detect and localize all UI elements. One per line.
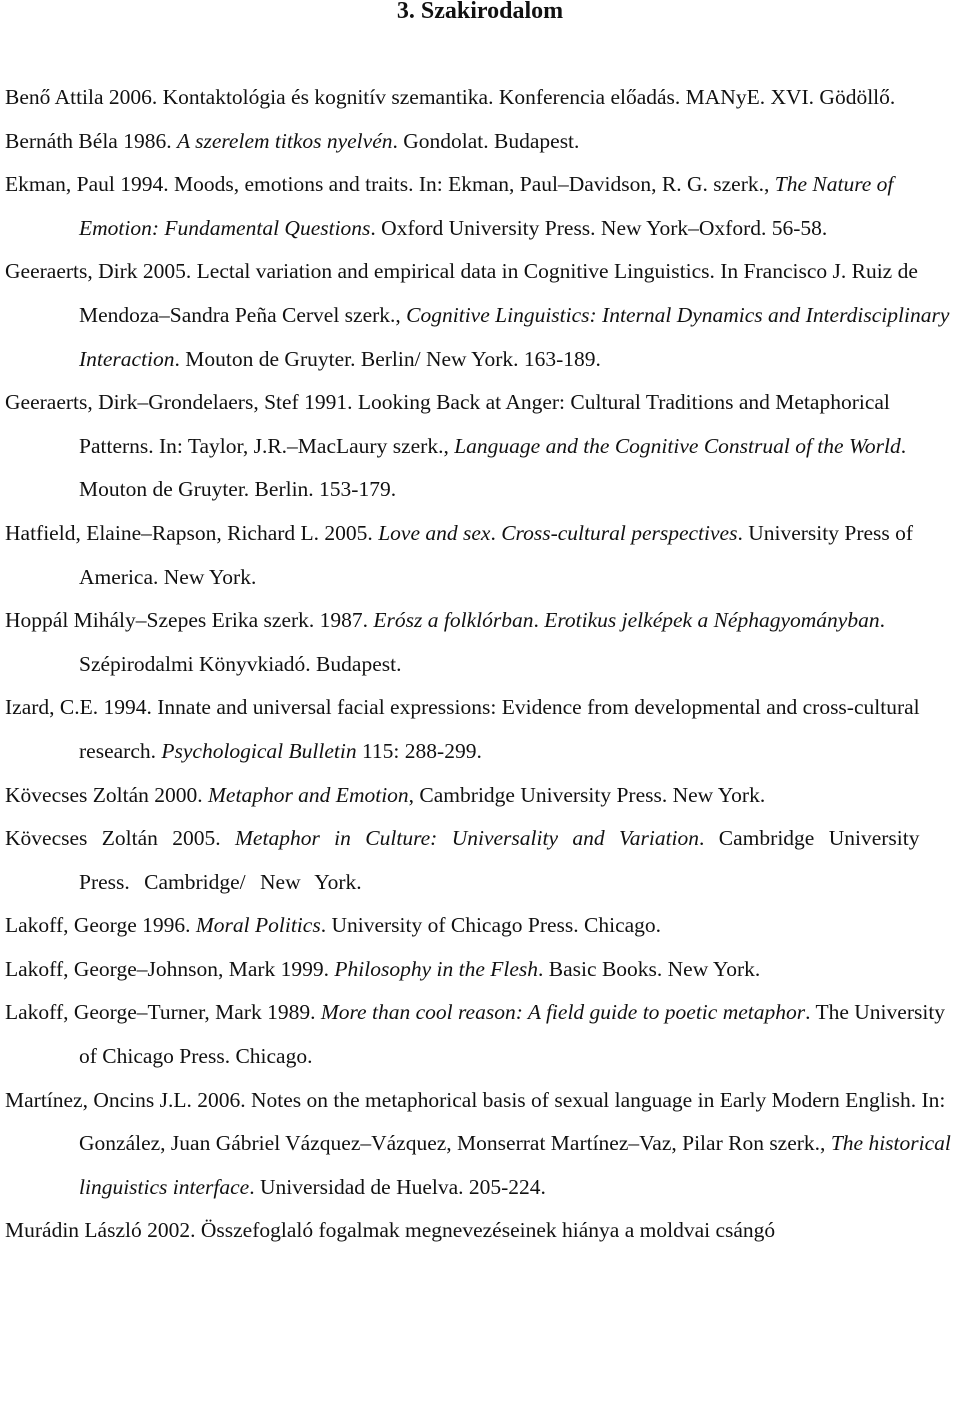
reference-text: 115: 288-299. [356,738,482,763]
reference-title: Philosophy in the Flesh [334,956,539,981]
reference-text: Lakoff, George–Turner, Mark 1989. [5,1000,321,1025]
reference-title: Language and the Cognitive Construal of the World [454,433,901,458]
reference-text: . Oxford University Press. New York–Oxford. 56-58. [370,215,828,240]
reference-text: . Mouton de Gruyter. Berlin/ New York. 163-189. [174,346,601,371]
section-heading: 3. Szakirodalom [396,0,564,24]
reference-text: . Cambridge University Press. Cambridge/ New York. [79,826,920,894]
reference-text: . Szépirodalmi Könyvkiadó. Budapest. [79,608,885,676]
reference-text: Bernáth Béla 1986. [5,128,177,153]
reference-text: . Universidad de Huelva. 205-224. [249,1174,546,1199]
reference-entry [5,599,957,686]
reference-text: Hatfield, Elaine–Rapson, Richard L. 2005. [5,520,379,545]
reference-text: Geeraerts, Dirk 2005. Lectal variation and empirical data in Cognitive Linguistics. In Francisco J. Ruiz de Mendoza–Sandra Peña Cervel szerk., [5,259,918,327]
reference-title: Erotikus jelképek a Néphagyományban [544,608,880,633]
reference-entry [5,1209,957,1253]
reference-text: Lakoff, George 1996. [5,913,196,938]
reference-entry [5,948,957,992]
reference-title: Psychological Bulletin [161,738,357,763]
reference-title: The Nature of Emotion: Fundamental Questions [79,172,894,240]
reference-text: Izard, C.E. 1994. Innate and universal facial expressions: Evidence from developmental and cross-cultural research. [5,695,920,763]
reference-text: Benő Attila 2006. Kontaktológia és kognitív szemantika. Konferencia előadás. MANyE. XVI. Gödöllő. [5,85,896,109]
reference-entry [5,512,957,599]
reference-entry [5,774,957,818]
reference-title: Metaphor and Emotion [208,782,409,807]
reference-entry [5,904,957,948]
reference-text: . [490,520,502,545]
reference-entry [5,817,957,904]
reference-text: Lakoff, George–Johnson, Mark 1999. [5,956,335,981]
reference-title: Cognitive Linguistics: Internal Dynamics and Interdisciplinary Interaction [79,302,950,371]
reference-entry [5,1079,957,1210]
reference-text: Ekman, Paul 1994. Moods, emotions and traits. In: Ekman, Paul–Davidson, R. G. szerk., [5,172,775,197]
reference-text: Martínez, Oncins J.L. 2006. Notes on the metaphorical basis of sexual language in Early Modern English. In: González, Juan Gábriel Vázquez–Vázquez, Monserrat Martínez–Vaz, Pilar Ron szerk., [5,1087,946,1156]
reference-title: Metaphor in Culture: Universality and Variation [235,826,700,851]
reference-text: . University of Chicago Press. Chicago. [320,913,662,938]
reference-title: A szerelem titkos nyelvén [176,128,393,153]
reference-title: Love and sex [378,520,491,545]
reference-entry [5,120,957,164]
reference-list [5,76,957,1253]
reference-title: Erósz a folklórban [373,608,534,633]
reference-text: . [533,608,545,633]
reference-text: Geeraerts, Dirk–Grondelaers, Stef 1991. Looking Back at Anger: Cultural Traditions and Metaphorical Patterns. In: Taylor, J.R.–MacLaury szerk., [5,390,890,458]
reference-text: . The University of Chicago Press. Chicago. [79,1000,946,1069]
reference-text: Kövecses Zoltán 2005. [5,826,236,851]
reference-entry [5,686,957,773]
reference-text: , Cambridge University Press. New York. [408,782,766,807]
reference-text: . University Press of America. New York. [79,520,914,589]
reference-text: . Gondolat. Budapest. [392,128,580,153]
reference-entry [5,163,957,250]
reference-text: Hoppál Mihály–Szepes Erika szerk. 1987. [5,608,374,633]
reference-entry [5,76,957,120]
reference-text: . Basic Books. New York. [538,956,761,981]
reference-entry [5,381,957,512]
reference-title: Cross-cultural perspectives [501,520,738,545]
reference-entry [5,250,957,381]
reference-text: Kövecses Zoltán 2000. [5,782,209,807]
reference-title: Moral Politics [195,913,321,938]
reference-title: The historical linguistics interface [79,1131,951,1199]
reference-entry [5,991,957,1078]
reference-text: . Mouton de Gruyter. Berlin. 153-179. [79,433,907,502]
reference-text: Murádin László 2002. Összefoglaló fogalmak megnevezéseinek hiánya a moldvai csángó [5,1218,776,1243]
reference-title: More than cool reason: A field guide to poetic metaphor [320,1000,806,1025]
